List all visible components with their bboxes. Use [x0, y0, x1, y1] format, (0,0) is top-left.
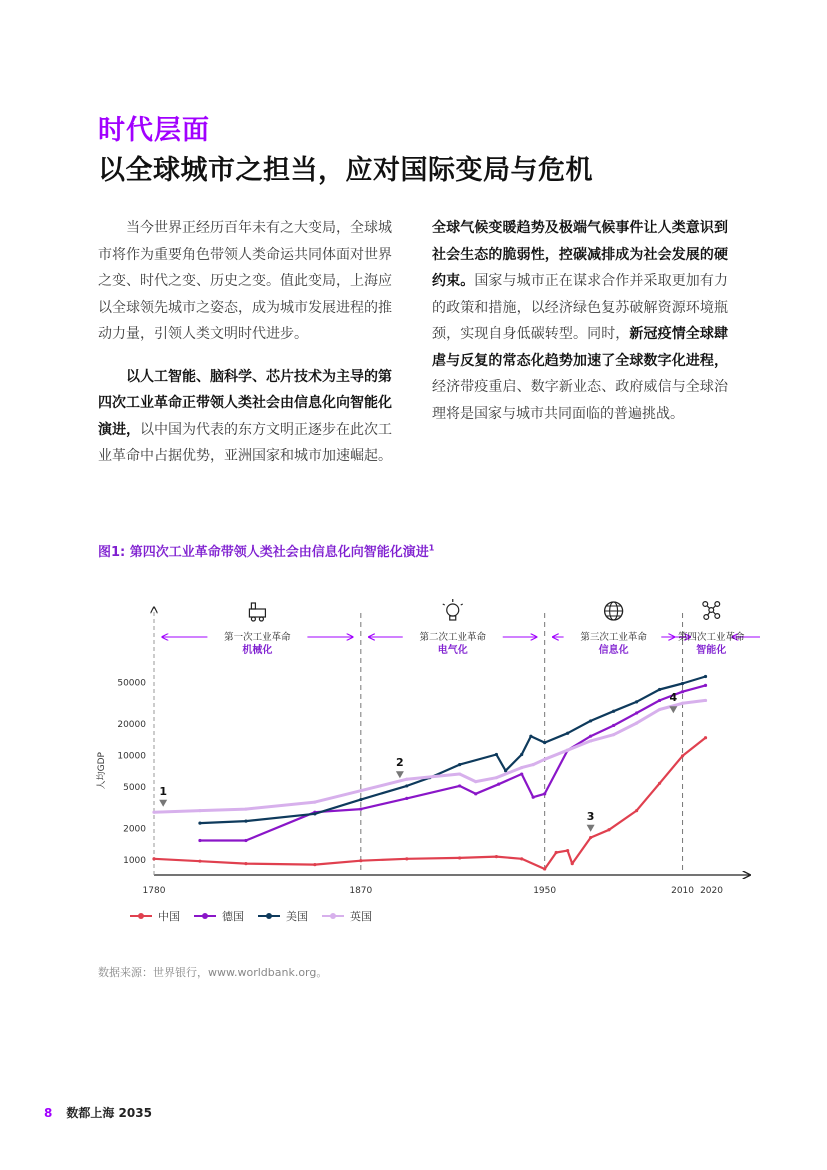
era-label: 电气化 — [437, 645, 468, 656]
data-point — [359, 859, 362, 862]
marker-triangle — [587, 825, 595, 832]
chart-legend — [130, 908, 372, 924]
data-point — [244, 862, 247, 865]
page-number: 8 — [44, 1106, 53, 1120]
marker-number: 1 — [159, 784, 168, 798]
data-point — [152, 857, 155, 860]
era-label: 信息化 — [598, 645, 629, 656]
body-column-right — [432, 215, 728, 443]
data-point — [532, 763, 535, 766]
data-point — [152, 811, 155, 814]
data-point — [635, 711, 638, 714]
legend-item — [258, 908, 308, 924]
data-point — [543, 758, 546, 761]
data-source: 数据来源：世界银行，www.worldbank.org。 — [98, 966, 328, 979]
data-point — [543, 741, 546, 744]
data-point — [405, 857, 408, 860]
data-point — [543, 792, 546, 795]
marker-number: 3 — [586, 809, 595, 823]
data-point — [313, 812, 316, 815]
era-label: 智能化 — [696, 645, 727, 656]
page-headline: 以全球城市之担当，应对国际变局与危机 — [98, 155, 593, 186]
body-column-left — [98, 215, 392, 486]
data-point — [612, 733, 615, 736]
data-point — [529, 735, 532, 738]
legend-swatch — [322, 910, 344, 922]
y-tick-label: 20000 — [117, 720, 146, 731]
data-point — [520, 772, 523, 775]
y-tick-label: 2000 — [123, 824, 146, 835]
gdp-chart — [90, 585, 760, 905]
data-point — [532, 796, 535, 799]
data-point — [504, 769, 507, 772]
figure-title-text: 图1: 第四次工业革命带领人类社会由信息化向智能化演进 — [98, 545, 429, 560]
paragraph-1: 当今世界正经历百年未有之大变局，全球城市将作为重要角色带领人类命运共同体面对世界之变、时代之变、历史之变。值此变局，上海应以全球领先城市之姿态，成为城市发展进程的推动力量，引领人类文明时代进步。 — [98, 220, 392, 342]
data-point — [474, 780, 477, 783]
paragraph-2 — [98, 364, 392, 470]
y-tick-label: 50000 — [117, 678, 146, 689]
data-point — [571, 862, 574, 865]
steam-train-icon — [249, 603, 265, 621]
figure-footnote-ref: 1 — [428, 543, 435, 553]
data-point — [589, 719, 592, 722]
data-point — [495, 753, 498, 756]
globe-parallels — [605, 606, 623, 616]
data-point — [495, 776, 498, 779]
data-point — [520, 766, 523, 769]
data-point — [458, 772, 461, 775]
data-point — [244, 820, 247, 823]
era-name: 第三次工业革命 — [580, 632, 647, 643]
data-point — [589, 836, 592, 839]
data-point — [520, 753, 523, 756]
data-point — [704, 699, 707, 702]
bulb-base — [450, 616, 456, 620]
data-point — [359, 807, 362, 810]
train-wheel — [259, 617, 263, 621]
paragraph-3-text-1: 国家与城市正在谋求合作并采取更加有力的政策和措施，以经济绿色复苏破解资源环境瓶颈，实现自身低碳转型。同时， — [432, 273, 729, 342]
y-axis-label: 人均GDP — [97, 752, 107, 790]
series-line — [154, 700, 706, 812]
data-point — [635, 809, 638, 812]
data-point — [704, 684, 707, 687]
section-kicker: 时代层面 — [98, 115, 210, 146]
data-point — [244, 839, 247, 842]
legend-label: 中国 — [158, 910, 180, 923]
data-point — [497, 783, 500, 786]
paragraph-2-bold: 以人工智能、脑科学、芯片技术为主导的第四次工业革命正带领人类社会由信息化向智能化演进， — [98, 368, 392, 438]
data-point — [635, 722, 638, 725]
network-node — [709, 608, 714, 613]
data-point — [198, 822, 201, 825]
data-point — [566, 749, 569, 752]
era-label: 机械化 — [242, 645, 273, 656]
data-point — [313, 800, 316, 803]
page-footer — [44, 1104, 152, 1121]
data-point — [458, 784, 461, 787]
data-point — [566, 849, 569, 852]
train-wheel — [251, 617, 255, 621]
y-tick-label: 5000 — [123, 782, 146, 793]
data-point — [704, 736, 707, 739]
legend-label: 美国 — [286, 910, 308, 923]
marker-number: 2 — [396, 756, 404, 770]
legend-item — [322, 908, 372, 924]
data-point — [612, 710, 615, 713]
era-name: 第四次工业革命 — [678, 632, 745, 643]
era-name: 第一次工业革命 — [224, 632, 291, 643]
data-point — [495, 855, 498, 858]
marker-triangle — [669, 706, 677, 713]
data-point — [458, 763, 461, 766]
bulb-glass — [447, 604, 459, 616]
network-node — [715, 602, 720, 607]
marker-triangle — [396, 771, 404, 778]
marker-triangle — [159, 800, 167, 807]
legend-swatch — [130, 910, 152, 922]
data-point — [681, 702, 684, 705]
data-point — [589, 739, 592, 742]
data-point — [658, 708, 661, 711]
x-tick-label: 2010 — [671, 886, 695, 896]
paragraph-3 — [432, 215, 728, 427]
y-tick-label: 10000 — [117, 751, 146, 762]
data-point — [555, 851, 558, 854]
network-node — [715, 614, 720, 619]
data-point — [405, 778, 408, 781]
data-point — [681, 754, 684, 757]
data-point — [359, 798, 362, 801]
data-point — [405, 797, 408, 800]
paragraph-3-text-2: 经济带疫重启、数字新业态、政府威信与全球治理将是国家与城市共同面临的普遍挑战。 — [432, 379, 728, 422]
data-point — [658, 688, 661, 691]
data-point — [681, 682, 684, 685]
series-line — [154, 738, 706, 869]
network-node — [703, 602, 708, 607]
data-point — [704, 675, 707, 678]
data-point — [607, 828, 610, 831]
data-point — [681, 690, 684, 693]
figure-title — [98, 541, 434, 560]
x-tick-label: 2020 — [700, 886, 723, 896]
data-point — [474, 792, 477, 795]
series-line — [200, 677, 706, 824]
paragraph-3-bold-2: 新冠疫情全球肆虐与反复的常态化趋势加速了全球数字化进程， — [432, 326, 729, 369]
data-point — [198, 839, 201, 842]
era-name: 第二次工业革命 — [419, 632, 487, 643]
legend-swatch — [194, 910, 216, 922]
data-point — [198, 809, 201, 812]
publication-title: 数都上海 2035 — [66, 1106, 152, 1120]
data-point — [658, 782, 661, 785]
train-chimney — [251, 603, 255, 609]
legend-label: 德国 — [222, 910, 244, 923]
globe-icon — [605, 602, 623, 620]
data-point — [458, 856, 461, 859]
x-tick-label: 1780 — [142, 886, 166, 896]
paragraph-2-rest: 以中国为代表的东方文明正逐步在此次工业革命中占据优势，亚洲国家和城市加速崛起。 — [98, 421, 392, 464]
legend-swatch — [258, 910, 280, 922]
network-node — [704, 615, 709, 620]
data-point — [359, 789, 362, 792]
data-point — [244, 807, 247, 810]
legend-item — [130, 908, 180, 924]
paragraph-3-bold-1: 全球气候变暖趋势及极端气候事件让人类意识到社会生态的脆弱性，控碳减排成为社会发展的硬约束。 — [432, 220, 728, 289]
train-body — [249, 609, 265, 617]
x-tick-label: 1950 — [533, 886, 557, 896]
data-point — [635, 700, 638, 703]
legend-label: 英国 — [350, 910, 372, 923]
data-point — [405, 784, 408, 787]
data-point — [543, 867, 546, 870]
y-tick-label: 1000 — [123, 855, 146, 866]
lightbulb-icon — [443, 599, 463, 620]
data-point — [198, 860, 201, 863]
data-point — [658, 699, 661, 702]
data-point — [520, 857, 523, 860]
marker-number: 4 — [669, 691, 678, 705]
data-point — [589, 735, 592, 738]
x-tick-label: 1870 — [349, 886, 373, 896]
data-point — [612, 724, 615, 727]
data-point — [313, 863, 316, 866]
legend-item — [194, 908, 244, 924]
network-icon — [703, 602, 720, 620]
data-point — [566, 732, 569, 735]
